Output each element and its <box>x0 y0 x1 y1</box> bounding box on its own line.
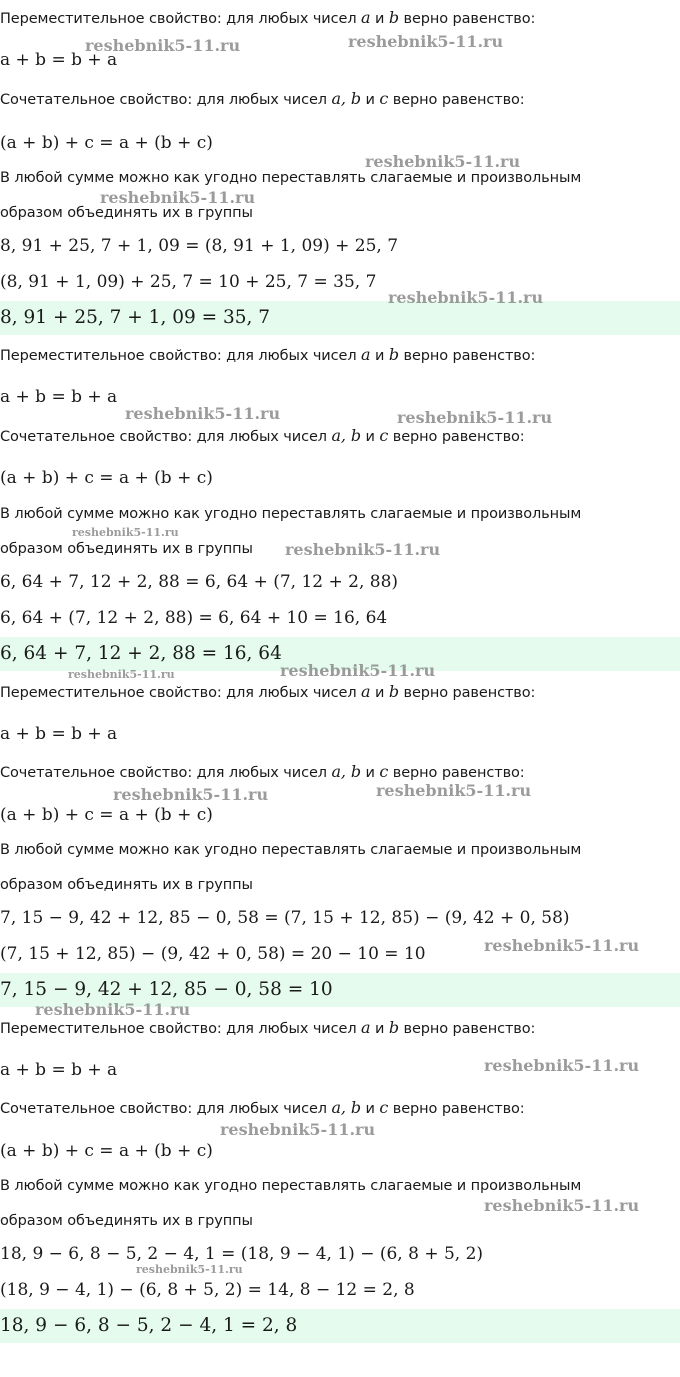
watermark: reshebnik5-11.ru <box>388 288 544 307</box>
watermark: reshebnik5-11.ru <box>280 661 436 680</box>
task-4-step-2: (18, 9 − 4, 1) − (6, 8 + 5, 2) = 14, 8 − 12 = 2, 8 <box>0 1280 415 1300</box>
watermark: reshebnik5-11.ru <box>113 785 269 804</box>
task-3-answer: 7, 15 − 9, 42 + 12, 85 − 0, 58 = 10 <box>0 979 333 1000</box>
associative-property-text: Сочетательное свойство: для любых чисел a, b и c верно равенство: <box>0 762 525 781</box>
rule-line-1: В любой сумме можно как угодно переставлять слагаемые и произвольным <box>0 842 582 858</box>
commutative-formula: a + b = b + a <box>0 50 118 70</box>
task-2-step-1: 6, 64 + 7, 12 + 2, 88 = 6, 64 + (7, 12 + 2, 88) <box>0 572 399 592</box>
watermark: reshebnik5-11.ru <box>35 1000 191 1019</box>
watermark: reshebnik5-11.ru <box>365 152 521 171</box>
watermark: reshebnik5-11.ru <box>136 1263 243 1276</box>
watermark: reshebnik5-11.ru <box>348 32 504 51</box>
associative-formula: (a + b) + c = a + (b + c) <box>0 468 213 488</box>
commutative-property-text: Переместительное свойство: для любых чисел a и b верно равенство: <box>0 682 536 701</box>
rule-line-1: В любой сумме можно как угодно переставлять слагаемые и произвольным <box>0 506 582 522</box>
rule-line-2: образом объединять их в группы <box>0 541 253 557</box>
watermark: reshebnik5-11.ru <box>68 668 175 681</box>
watermark: reshebnik5-11.ru <box>397 408 553 427</box>
watermark: reshebnik5-11.ru <box>484 936 640 955</box>
watermark: reshebnik5-11.ru <box>484 1056 640 1075</box>
associative-formula: (a + b) + c = a + (b + c) <box>0 1141 213 1161</box>
commutative-property-text: Переместительное свойство: для любых чисел a и b верно равенство: <box>0 8 536 27</box>
commutative-formula: a + b = b + a <box>0 1060 118 1080</box>
associative-property-text: Сочетательное свойство: для любых чисел a, b и c верно равенство: <box>0 89 525 108</box>
commutative-property-text: Переместительное свойство: для любых чисел a и b верно равенство: <box>0 1018 536 1037</box>
associative-formula: (a + b) + c = a + (b + c) <box>0 133 213 153</box>
associative-property-text: Сочетательное свойство: для любых чисел a, b и c верно равенство: <box>0 1098 525 1117</box>
task-4-step-1: 18, 9 − 6, 8 − 5, 2 − 4, 1 = (18, 9 − 4, 1) − (6, 8 + 5, 2) <box>0 1244 484 1264</box>
rule-line-2: образом объединять их в группы <box>0 1213 253 1229</box>
commutative-formula: a + b = b + a <box>0 724 118 744</box>
task-1-step-2: (8, 91 + 1, 09) + 25, 7 = 10 + 25, 7 = 35, 7 <box>0 272 377 292</box>
rule-line-2: образом объединять их в группы <box>0 205 253 221</box>
commutative-formula: a + b = b + a <box>0 387 118 407</box>
task-3-step-2: (7, 15 + 12, 85) − (9, 42 + 0, 58) = 20 − 10 = 10 <box>0 944 426 964</box>
task-4-answer: 18, 9 − 6, 8 − 5, 2 − 4, 1 = 2, 8 <box>0 1315 298 1336</box>
watermark: reshebnik5-11.ru <box>85 36 241 55</box>
task-1-step-1: 8, 91 + 25, 7 + 1, 09 = (8, 91 + 1, 09) + 25, 7 <box>0 236 399 256</box>
task-2-answer: 6, 64 + 7, 12 + 2, 88 = 16, 64 <box>0 643 282 664</box>
watermark: reshebnik5-11.ru <box>285 540 441 559</box>
task-2-step-2: 6, 64 + (7, 12 + 2, 88) = 6, 64 + 10 = 16, 64 <box>0 608 388 628</box>
watermark: reshebnik5-11.ru <box>125 404 281 423</box>
watermark: reshebnik5-11.ru <box>100 188 256 207</box>
watermark: reshebnik5-11.ru <box>220 1120 376 1139</box>
commutative-property-text: Переместительное свойство: для любых чисел a и b верно равенство: <box>0 345 536 364</box>
task-1-answer: 8, 91 + 25, 7 + 1, 09 = 35, 7 <box>0 307 271 328</box>
associative-formula: (a + b) + c = a + (b + c) <box>0 805 213 825</box>
rule-line-2: образом объединять их в группы <box>0 877 253 893</box>
watermark: reshebnik5-11.ru <box>484 1196 640 1215</box>
watermark: reshebnik5-11.ru <box>72 526 179 539</box>
associative-property-text: Сочетательное свойство: для любых чисел a, b и c верно равенство: <box>0 426 525 445</box>
task-3-step-1: 7, 15 − 9, 42 + 12, 85 − 0, 58 = (7, 15 + 12, 85) − (9, 42 + 0, 58) <box>0 908 570 928</box>
rule-line-1: В любой сумме можно как угодно переставлять слагаемые и произвольным <box>0 170 582 186</box>
rule-line-1: В любой сумме можно как угодно переставлять слагаемые и произвольным <box>0 1178 582 1194</box>
watermark: reshebnik5-11.ru <box>376 781 532 800</box>
